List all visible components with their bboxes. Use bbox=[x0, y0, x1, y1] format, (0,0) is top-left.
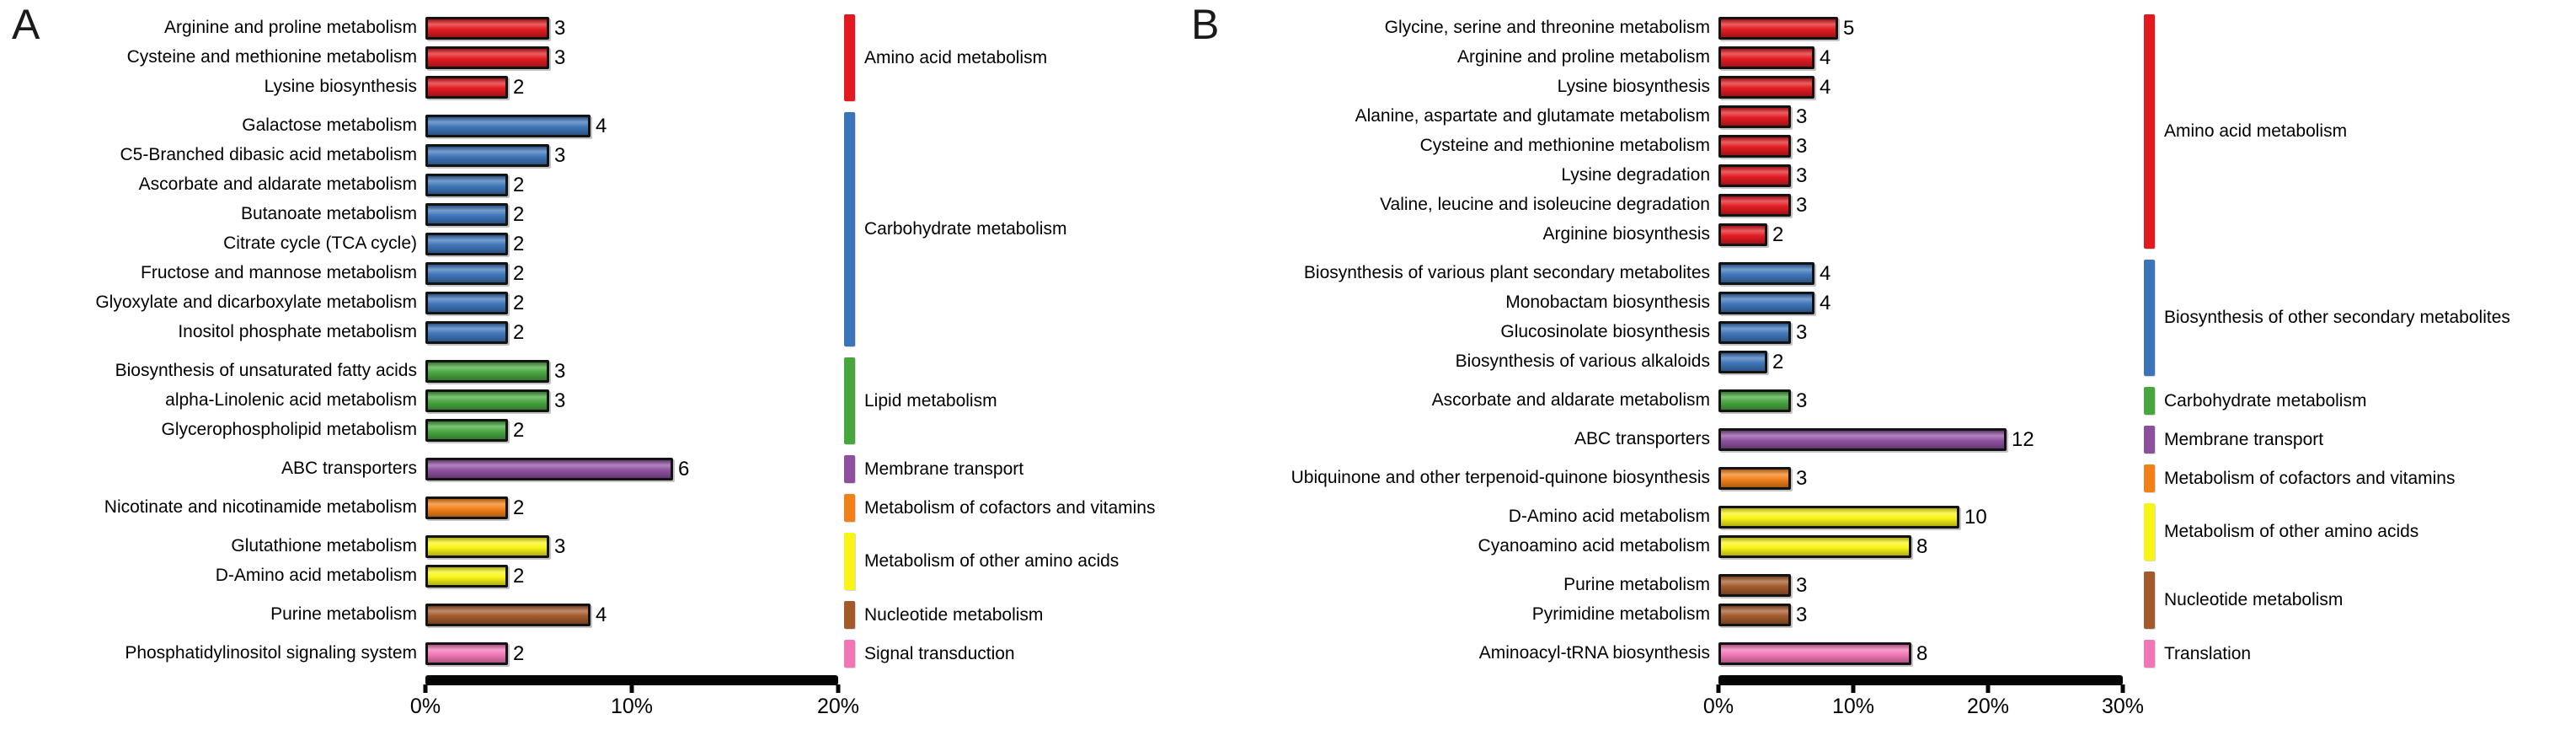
group-rows bbox=[1179, 425, 2144, 454]
category-color-strip bbox=[2144, 426, 2155, 454]
pathway-count: 5 bbox=[1843, 16, 1855, 40]
pathway-count: 3 bbox=[1796, 105, 1808, 128]
pathway-label: Galactose metabolism bbox=[242, 115, 417, 136]
pathway-count: 3 bbox=[1796, 573, 1808, 597]
bar-zone bbox=[1718, 386, 2144, 416]
pathway-row bbox=[1179, 600, 2144, 630]
pathway-row bbox=[1179, 639, 2144, 668]
axis-tick bbox=[1985, 684, 1990, 693]
category-group bbox=[0, 13, 1179, 102]
pathway-count: 4 bbox=[1820, 75, 1831, 99]
bar-zone bbox=[425, 600, 844, 630]
pathway-bar bbox=[1718, 105, 1791, 128]
category-group bbox=[1179, 571, 2576, 630]
pathway-count: 2 bbox=[513, 75, 525, 99]
group-rows bbox=[0, 639, 844, 668]
category-group bbox=[0, 454, 1179, 484]
pathway-count: 10 bbox=[1964, 505, 1987, 529]
category-color-strip bbox=[2144, 503, 2155, 561]
pathway-row bbox=[1179, 318, 2144, 347]
pathway-bar bbox=[1718, 321, 1791, 344]
bar-zone bbox=[425, 13, 844, 43]
category-label: Biosynthesis of other secondary metabolites bbox=[2164, 308, 2510, 327]
group-rows bbox=[0, 493, 844, 523]
x-axis-line bbox=[1718, 675, 2123, 685]
pathway-bar bbox=[425, 360, 549, 383]
pathway-row bbox=[0, 43, 844, 72]
pathway-label: Arginine and proline metabolism bbox=[1457, 47, 1710, 67]
group-rows bbox=[1179, 639, 2144, 668]
pathway-row bbox=[0, 600, 844, 630]
pathway-bar bbox=[1718, 642, 1911, 665]
pathway-bar bbox=[425, 144, 549, 167]
pathway-count: 4 bbox=[1820, 261, 1831, 285]
bar-zone bbox=[1718, 502, 2144, 532]
pathway-count: 2 bbox=[513, 202, 525, 226]
pathway-count: 2 bbox=[1772, 350, 1784, 373]
pathway-label: Butanoate metabolism bbox=[241, 204, 417, 224]
pathway-row bbox=[0, 288, 844, 318]
axis-tick-label: 20% bbox=[816, 695, 860, 718]
pathway-count: 3 bbox=[554, 359, 566, 383]
axis-tick-label: 10% bbox=[1831, 695, 1875, 718]
pathway-label: Lysine biosynthesis bbox=[1557, 77, 1710, 97]
axis-tick-label: 20% bbox=[1966, 695, 2010, 718]
pathway-row bbox=[1179, 502, 2144, 532]
pathway-label: Monobactam biosynthesis bbox=[1505, 292, 1710, 313]
category-group bbox=[1179, 259, 2576, 377]
bar-zone bbox=[1718, 102, 2144, 131]
group-rows bbox=[1179, 386, 2144, 416]
pathway-bar bbox=[1718, 506, 1959, 529]
axis-tick-label: 0% bbox=[409, 695, 441, 718]
group-rows bbox=[0, 357, 844, 445]
axis-tick bbox=[836, 684, 841, 693]
pathway-row bbox=[1179, 220, 2144, 250]
pathway-bar bbox=[1718, 164, 1791, 187]
axis-tick-label: 30% bbox=[2101, 695, 2145, 718]
category-group bbox=[0, 532, 1179, 591]
pathway-label: Glucosinolate biosynthesis bbox=[1500, 322, 1710, 342]
bar-zone bbox=[425, 561, 844, 591]
bar-zone bbox=[425, 318, 844, 347]
pathway-count: 8 bbox=[1916, 641, 1928, 665]
pathway-bar bbox=[425, 46, 549, 69]
pathway-bar bbox=[1718, 17, 1838, 40]
pathway-bar bbox=[1718, 194, 1791, 217]
pathway-bar bbox=[425, 262, 508, 285]
category-group bbox=[0, 357, 1179, 445]
pathway-bar bbox=[1718, 135, 1791, 158]
bar-zone bbox=[425, 288, 844, 318]
pathway-row bbox=[1179, 13, 2144, 43]
bar-zone bbox=[1718, 600, 2144, 630]
pathway-row bbox=[0, 416, 844, 445]
group-rows bbox=[0, 600, 844, 630]
category-label: Carbohydrate metabolism bbox=[2164, 390, 2367, 411]
x-axis-B bbox=[1702, 675, 2145, 727]
bar-zone bbox=[425, 639, 844, 668]
pathway-bar bbox=[425, 174, 508, 196]
pathway-label: Valine, leucine and isoleucine degradation bbox=[1380, 195, 1710, 215]
pathway-bar bbox=[425, 76, 508, 99]
panel-letter-A: A bbox=[12, 1, 40, 48]
pathway-row bbox=[0, 639, 844, 668]
pathway-label: Cyanoamino acid metabolism bbox=[1478, 536, 1710, 556]
pathway-count: 2 bbox=[513, 232, 525, 255]
pathway-label: C5-Branched dibasic acid metabolism bbox=[120, 145, 417, 165]
axis-tick bbox=[2121, 684, 2125, 693]
pathway-label: Purine metabolism bbox=[1563, 575, 1710, 595]
category-label: Signal transduction bbox=[864, 643, 1015, 663]
pathway-label: Biosynthesis of unsaturated fatty acids bbox=[115, 361, 417, 381]
pathway-label: Purine metabolism bbox=[270, 604, 417, 625]
category-label: Metabolism of other amino acids bbox=[864, 551, 1120, 571]
category-group bbox=[0, 639, 1179, 668]
bar-zone bbox=[1718, 464, 2144, 493]
panel-B bbox=[1179, 0, 2576, 746]
category-color-strip bbox=[2144, 640, 2155, 668]
pathway-label: ABC transporters bbox=[281, 459, 417, 479]
pathway-count: 3 bbox=[1796, 320, 1808, 344]
pathway-row bbox=[1179, 464, 2144, 493]
pathway-bar bbox=[425, 604, 591, 626]
group-rows bbox=[1179, 464, 2144, 493]
bar-zone bbox=[1718, 259, 2144, 288]
bar-zone bbox=[425, 454, 844, 484]
pathway-count: 4 bbox=[596, 114, 607, 137]
pathway-count: 3 bbox=[1796, 466, 1808, 490]
bar-zone bbox=[425, 357, 844, 386]
pathway-row bbox=[1179, 386, 2144, 416]
pathway-label: Fructose and mannose metabolism bbox=[141, 263, 417, 283]
category-color-strip bbox=[844, 112, 855, 346]
pathway-bar bbox=[1718, 262, 1814, 285]
category-group bbox=[0, 493, 1179, 523]
bar-zone bbox=[425, 416, 844, 445]
pathway-count: 2 bbox=[1772, 223, 1784, 246]
group-rows bbox=[1179, 13, 2144, 250]
pathway-row bbox=[1179, 532, 2144, 561]
pathway-bar bbox=[1718, 46, 1814, 69]
pathway-row bbox=[1179, 571, 2144, 600]
pathway-label: Citrate cycle (TCA cycle) bbox=[223, 233, 417, 254]
pathway-label: Ascorbate and aldarate metabolism bbox=[138, 174, 417, 195]
category-label: Membrane transport bbox=[864, 459, 1024, 479]
pathway-row bbox=[1179, 161, 2144, 191]
pathway-row bbox=[0, 141, 844, 170]
pathway-bar bbox=[1718, 292, 1814, 314]
pathway-count: 3 bbox=[1796, 164, 1808, 187]
category-label: Carbohydrate metabolism bbox=[864, 219, 1067, 239]
pathway-row bbox=[0, 357, 844, 386]
group-rows bbox=[1179, 502, 2144, 561]
group-rows bbox=[1179, 571, 2144, 630]
bar-zone bbox=[1718, 639, 2144, 668]
pathway-label: Lysine biosynthesis bbox=[264, 77, 417, 97]
bar-zone bbox=[1718, 72, 2144, 102]
pathway-count: 2 bbox=[513, 320, 525, 344]
axis-tick-label: 10% bbox=[610, 695, 654, 718]
bar-zone bbox=[425, 493, 844, 523]
category-group bbox=[0, 600, 1179, 630]
pathway-label: Inositol phosphate metabolism bbox=[178, 322, 417, 342]
pathway-row bbox=[1179, 347, 2144, 377]
pathway-count: 6 bbox=[678, 457, 690, 480]
pathway-row bbox=[0, 454, 844, 484]
pathway-bar bbox=[425, 233, 508, 255]
pathway-label: Cysteine and methionine metabolism bbox=[1419, 136, 1710, 156]
category-label: Metabolism of cofactors and vitamins bbox=[2164, 468, 2456, 488]
pathway-row bbox=[0, 13, 844, 43]
pathway-count: 3 bbox=[554, 16, 566, 40]
pathway-label: Glyoxylate and dicarboxylate metabolism bbox=[95, 292, 417, 313]
axis-tick-label: 0% bbox=[1702, 695, 1734, 718]
pathway-count: 2 bbox=[513, 418, 525, 442]
pathway-bar bbox=[425, 419, 508, 442]
bar-zone bbox=[1718, 161, 2144, 191]
pathway-label: alpha-Linolenic acid metabolism bbox=[165, 390, 417, 411]
pathway-row bbox=[0, 493, 844, 523]
pathway-bar bbox=[1718, 574, 1791, 597]
pathway-count: 3 bbox=[554, 534, 566, 558]
pathway-count: 3 bbox=[1796, 603, 1808, 626]
pathway-label: Glutathione metabolism bbox=[231, 536, 417, 556]
panel-letter-B: B bbox=[1191, 1, 1220, 48]
pathway-bar bbox=[425, 565, 508, 588]
bar-zone bbox=[425, 259, 844, 288]
pathway-label: Nicotinate and nicotinamide metabolism bbox=[104, 497, 417, 518]
category-color-strip bbox=[844, 14, 855, 101]
category-color-strip bbox=[2144, 260, 2155, 376]
pathway-count: 2 bbox=[513, 641, 525, 665]
pathway-label: Glycerophospholipid metabolism bbox=[161, 420, 417, 440]
bar-zone bbox=[1718, 288, 2144, 318]
group-rows bbox=[1179, 259, 2144, 377]
pathway-row bbox=[0, 229, 844, 259]
bar-zone bbox=[425, 141, 844, 170]
pathway-bar bbox=[1718, 76, 1814, 99]
category-color-strip bbox=[844, 357, 855, 444]
pathway-bar bbox=[1718, 389, 1791, 412]
axis-tick bbox=[1851, 684, 1855, 693]
bar-zone bbox=[425, 43, 844, 72]
pathway-label: D-Amino acid metabolism bbox=[215, 566, 417, 586]
pathway-count: 3 bbox=[554, 389, 566, 412]
category-color-strip bbox=[844, 455, 855, 483]
category-group bbox=[1179, 464, 2576, 493]
pathway-bar bbox=[425, 458, 673, 480]
group-rows bbox=[0, 13, 844, 102]
category-color-strip bbox=[2144, 14, 2155, 249]
pathway-bar bbox=[425, 17, 549, 40]
pathway-count: 3 bbox=[1796, 134, 1808, 158]
category-label: Amino acid metabolism bbox=[2164, 121, 2348, 141]
pathway-count: 8 bbox=[1916, 534, 1928, 558]
pathway-bar bbox=[425, 535, 549, 558]
category-group bbox=[0, 111, 1179, 347]
pathway-count: 4 bbox=[596, 603, 607, 626]
pathway-bar bbox=[425, 203, 508, 226]
bar-zone bbox=[425, 386, 844, 416]
bar-zone bbox=[1718, 347, 2144, 377]
category-color-strip bbox=[844, 494, 855, 522]
pathway-row bbox=[0, 532, 844, 561]
pathway-label: Biosynthesis of various plant secondary metabolites bbox=[1303, 263, 1710, 283]
category-label: Membrane transport bbox=[2164, 429, 2324, 449]
bar-zone bbox=[1718, 425, 2144, 454]
pathway-row bbox=[1179, 43, 2144, 72]
pathway-count: 3 bbox=[1796, 193, 1808, 217]
pathway-row bbox=[0, 170, 844, 200]
category-group bbox=[1179, 386, 2576, 416]
category-group bbox=[1179, 639, 2576, 668]
pathway-row bbox=[0, 200, 844, 229]
pathway-label: Biosynthesis of various alkaloids bbox=[1455, 352, 1710, 372]
group-rows bbox=[0, 454, 844, 484]
pathway-bar bbox=[1718, 535, 1911, 558]
bar-zone bbox=[1718, 532, 2144, 561]
x-axis-A bbox=[409, 675, 860, 727]
category-color-strip bbox=[2144, 572, 2155, 629]
bar-zone bbox=[425, 170, 844, 200]
category-color-strip bbox=[844, 601, 855, 629]
pathway-row bbox=[0, 318, 844, 347]
pathway-label: Arginine and proline metabolism bbox=[164, 18, 417, 38]
axis-tick bbox=[1717, 684, 1721, 693]
pathway-row bbox=[1179, 102, 2144, 131]
pathway-label: ABC transporters bbox=[1574, 429, 1710, 449]
category-color-strip bbox=[844, 640, 855, 668]
pathway-label: Pyrimidine metabolism bbox=[1531, 604, 1710, 625]
pathway-bar bbox=[425, 292, 508, 314]
bar-zone bbox=[425, 72, 844, 102]
bar-zone bbox=[1718, 318, 2144, 347]
category-label: Lipid metabolism bbox=[864, 390, 997, 411]
pathway-label: Glycine, serine and threonine metabolism bbox=[1384, 18, 1710, 38]
bar-zone bbox=[1718, 571, 2144, 600]
pathway-label: Aminoacyl-tRNA biosynthesis bbox=[1478, 643, 1710, 663]
pathway-label: Ubiquinone and other terpenoid-quinone biosynthesis bbox=[1291, 468, 1710, 488]
bar-zone bbox=[425, 111, 844, 141]
pathway-count: 2 bbox=[513, 173, 525, 196]
pathway-row bbox=[1179, 425, 2144, 454]
category-group bbox=[1179, 425, 2576, 454]
pathway-row bbox=[0, 386, 844, 416]
bar-zone bbox=[1718, 191, 2144, 220]
category-label: Metabolism of other amino acids bbox=[2164, 522, 2419, 541]
pathway-bar bbox=[425, 642, 508, 665]
pathway-label: Arginine biosynthesis bbox=[1542, 224, 1710, 244]
pathway-count: 2 bbox=[513, 564, 525, 588]
category-color-strip bbox=[2144, 464, 2155, 492]
pathway-bar bbox=[1718, 604, 1791, 626]
category-label: Nucleotide metabolism bbox=[864, 604, 1044, 625]
axis-tick bbox=[630, 684, 634, 693]
pathway-bar bbox=[1718, 467, 1791, 490]
pathway-bar bbox=[425, 496, 508, 519]
group-rows bbox=[0, 111, 844, 347]
pathway-row bbox=[0, 111, 844, 141]
category-label: Nucleotide metabolism bbox=[2164, 590, 2344, 609]
pathway-count: 3 bbox=[1796, 389, 1808, 412]
bar-zone bbox=[425, 229, 844, 259]
pathway-row bbox=[0, 72, 844, 102]
bar-zone bbox=[425, 200, 844, 229]
pathway-bar bbox=[425, 321, 508, 344]
bar-groups-B bbox=[1179, 13, 2576, 668]
pathway-count: 3 bbox=[554, 46, 566, 69]
pathway-row bbox=[0, 561, 844, 591]
pathway-bar bbox=[1718, 351, 1767, 373]
bar-zone bbox=[425, 532, 844, 561]
pathway-count: 4 bbox=[1820, 46, 1831, 69]
category-label: Translation bbox=[2164, 643, 2252, 663]
bar-zone bbox=[1718, 220, 2144, 250]
pathway-label: Phosphatidylinositol signaling system bbox=[125, 643, 417, 663]
panel-A bbox=[0, 0, 1179, 746]
pathway-count: 12 bbox=[2012, 427, 2034, 451]
group-rows bbox=[0, 532, 844, 591]
bar-zone bbox=[1718, 131, 2144, 161]
bar-zone bbox=[1718, 43, 2144, 72]
bar-zone bbox=[1718, 13, 2144, 43]
category-group bbox=[1179, 502, 2576, 561]
pathway-row bbox=[1179, 72, 2144, 102]
pathway-label: Cysteine and methionine metabolism bbox=[126, 47, 417, 67]
pathway-count: 2 bbox=[513, 261, 525, 285]
category-color-strip bbox=[2144, 387, 2155, 415]
pathway-count: 2 bbox=[513, 291, 525, 314]
pathway-row bbox=[1179, 259, 2144, 288]
pathway-label: Alanine, aspartate and glutamate metabolism bbox=[1355, 106, 1710, 126]
pathway-row bbox=[1179, 131, 2144, 161]
pathway-bar bbox=[425, 389, 549, 412]
pathway-row bbox=[1179, 288, 2144, 318]
pathway-count: 2 bbox=[513, 496, 525, 519]
category-label: Metabolism of cofactors and vitamins bbox=[864, 497, 1156, 518]
pathway-count: 4 bbox=[1820, 291, 1831, 314]
axis-tick bbox=[424, 684, 428, 693]
pathway-row bbox=[0, 259, 844, 288]
category-label: Amino acid metabolism bbox=[864, 47, 1048, 67]
pathway-bar bbox=[425, 115, 591, 137]
pathway-row bbox=[1179, 191, 2144, 220]
pathway-label: Lysine degradation bbox=[1561, 165, 1710, 185]
pathway-bar bbox=[1718, 428, 2007, 451]
category-color-strip bbox=[844, 533, 855, 590]
pathway-label: Ascorbate and aldarate metabolism bbox=[1431, 390, 1710, 411]
category-group bbox=[1179, 13, 2576, 250]
bar-groups-A bbox=[0, 13, 1179, 668]
pathway-bar bbox=[1718, 223, 1767, 246]
pathway-count: 3 bbox=[554, 143, 566, 167]
pathway-label: D-Amino acid metabolism bbox=[1508, 507, 1710, 527]
